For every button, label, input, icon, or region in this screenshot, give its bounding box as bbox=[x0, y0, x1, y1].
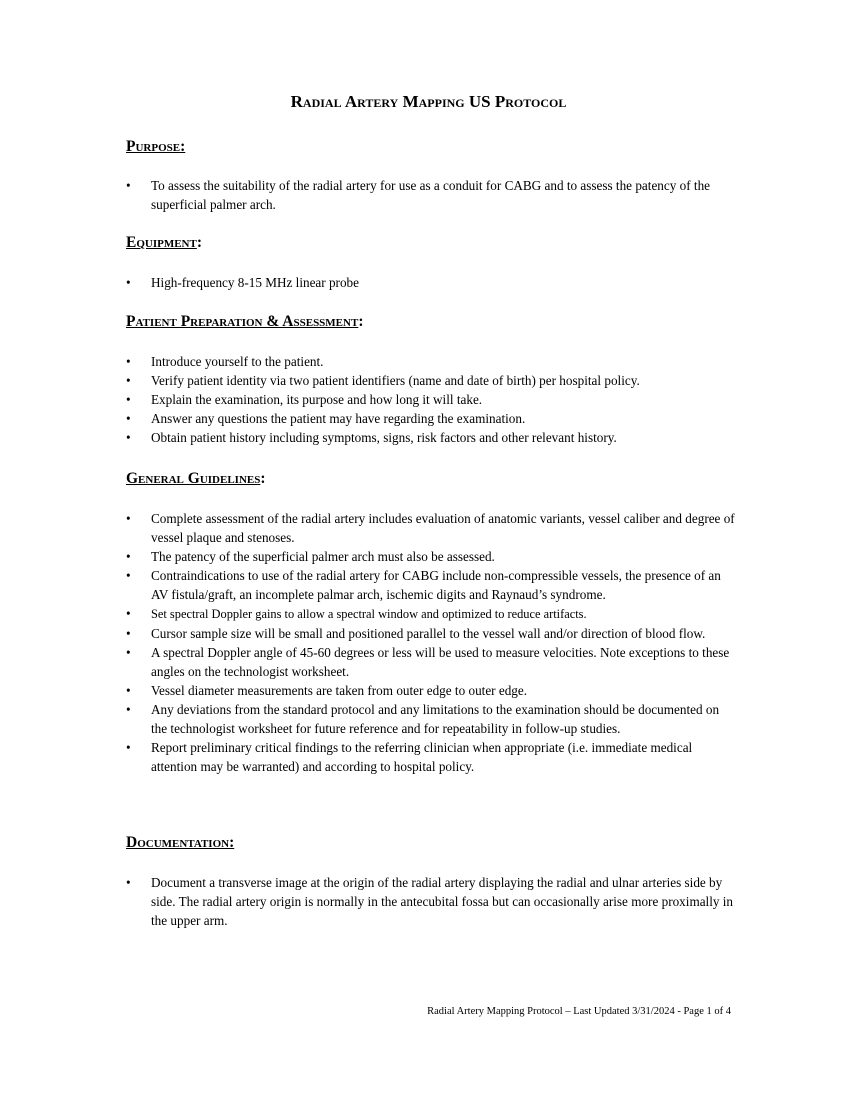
list-item-text: Verify patient identity via two patient identifiers (name and date of birth) per hospital policy. bbox=[151, 373, 640, 388]
bullet-icon: • bbox=[126, 178, 131, 193]
bullet-icon: • bbox=[126, 354, 131, 369]
bullet-icon: • bbox=[126, 392, 131, 407]
heading-text: Patient Preparation & Assessment bbox=[126, 313, 359, 330]
list-item bbox=[126, 409, 736, 428]
heading-text: Equipment bbox=[126, 234, 197, 251]
list-item bbox=[126, 681, 736, 700]
heading-colon: : bbox=[196, 234, 203, 251]
bullet-icon: • bbox=[126, 645, 131, 660]
heading-text: General Guidelines bbox=[126, 470, 261, 487]
list-item bbox=[126, 352, 736, 371]
page-footer: Radial Artery Mapping Protocol – Last Updated 3/31/2024 - Page 1 of 4 bbox=[427, 1006, 731, 1017]
bullet-icon: • bbox=[126, 275, 131, 290]
equipment-list bbox=[126, 273, 736, 292]
list-item-text: Obtain patient history including symptoms, signs, risk factors and other relevant history. bbox=[151, 430, 617, 445]
list-item-text: High-frequency 8-15 MHz linear probe bbox=[151, 275, 359, 290]
list-item-text: To assess the suitability of the radial artery for use as a conduit for CABG and to assess the patency of the superficial palmer arch. bbox=[151, 178, 711, 212]
list-item bbox=[126, 428, 736, 447]
document-title: Radial Artery Mapping US Protocol bbox=[290, 92, 567, 111]
list-item bbox=[126, 390, 736, 409]
purpose-list bbox=[126, 176, 736, 214]
section-heading-purpose bbox=[126, 137, 185, 157]
general-guidelines-list bbox=[126, 509, 736, 776]
list-item-text: Any deviations from the standard protocol and any limitations to the examination should be documented on the technologist worksheet for future reference and for repeatability in follow-up studies. bbox=[151, 702, 720, 736]
list-item bbox=[126, 509, 736, 547]
list-item bbox=[126, 371, 736, 390]
bullet-icon: • bbox=[126, 606, 131, 621]
list-item-text: Cursor sample size will be small and positioned parallel to the vessel wall and/or direction of blood flow. bbox=[151, 626, 706, 641]
documentation-list bbox=[126, 873, 736, 930]
heading-colon: : bbox=[260, 470, 266, 487]
list-item-text: Report preliminary critical findings to the referring clinician when appropriate (i.e. immediate medical attention may be warranted) and according to hospital policy. bbox=[151, 740, 693, 774]
heading-colon: : bbox=[180, 138, 186, 155]
list-item-text: Introduce yourself to the patient. bbox=[151, 354, 324, 369]
list-item-text: Explain the examination, its purpose and how long it will take. bbox=[151, 392, 483, 407]
bullet-icon: • bbox=[126, 511, 131, 526]
heading-text: Purpose bbox=[126, 138, 181, 155]
bullet-icon: • bbox=[126, 430, 131, 445]
list-item bbox=[126, 624, 736, 643]
list-item bbox=[126, 273, 736, 292]
bullet-icon: • bbox=[126, 549, 131, 564]
list-item-text: Answer any questions the patient may have regarding the examination. bbox=[151, 411, 526, 426]
section-heading-patient-preparation bbox=[126, 312, 363, 332]
list-item bbox=[126, 700, 736, 738]
bullet-icon: • bbox=[126, 683, 131, 698]
list-item bbox=[126, 738, 736, 776]
bullet-icon: • bbox=[126, 373, 131, 388]
list-item-text: Complete assessment of the radial artery includes evaluation of anatomic variants, vessel caliber and degree of vessel plaque and stenoses. bbox=[151, 511, 735, 545]
bullet-icon: • bbox=[126, 626, 131, 641]
list-item-text: Vessel diameter measurements are taken from outer edge to outer edge. bbox=[151, 683, 528, 698]
list-item-text: Contraindications to use of the radial artery for CABG include non-compressible vessels, the presence of an AV fistula/graft, an incomplete palmar arch, ischemic digits and Raynaud’s syndrome. bbox=[151, 568, 721, 602]
bullet-icon: • bbox=[126, 411, 131, 426]
list-item bbox=[126, 873, 736, 930]
list-item bbox=[126, 176, 736, 214]
list-item-text: The patency of the superficial palmer arch must also be assessed. bbox=[151, 549, 495, 564]
patient-preparation-list bbox=[126, 352, 736, 447]
section-heading-general-guidelines bbox=[126, 469, 266, 489]
bullet-icon: • bbox=[126, 740, 131, 755]
list-item bbox=[126, 547, 736, 566]
list-item-text: Document a transverse image at the origin of the radial artery displaying the radial and ulnar arteries side by side. The radial artery origin is normally in the antecubital fossa but can occasionally arise more proximally in the upper arm. bbox=[151, 875, 734, 928]
list-item bbox=[126, 566, 736, 604]
heading-colon: : bbox=[358, 313, 364, 330]
section-heading-documentation bbox=[126, 833, 234, 853]
bullet-icon: • bbox=[126, 702, 131, 717]
heading-text: Documentation: bbox=[126, 834, 235, 851]
bullet-icon: • bbox=[126, 568, 131, 583]
list-item-text: A spectral Doppler angle of 45-60 degrees or less will be used to measure velocities. Note exceptions to these angles on the technologist worksheet. bbox=[151, 645, 730, 679]
bullet-icon: • bbox=[126, 875, 131, 890]
list-item bbox=[126, 643, 736, 681]
section-heading-equipment bbox=[126, 233, 202, 253]
list-item-text: Set spectral Doppler gains to allow a spectral window and optimized to reduce artifacts. bbox=[151, 607, 587, 621]
list-item bbox=[126, 604, 736, 624]
